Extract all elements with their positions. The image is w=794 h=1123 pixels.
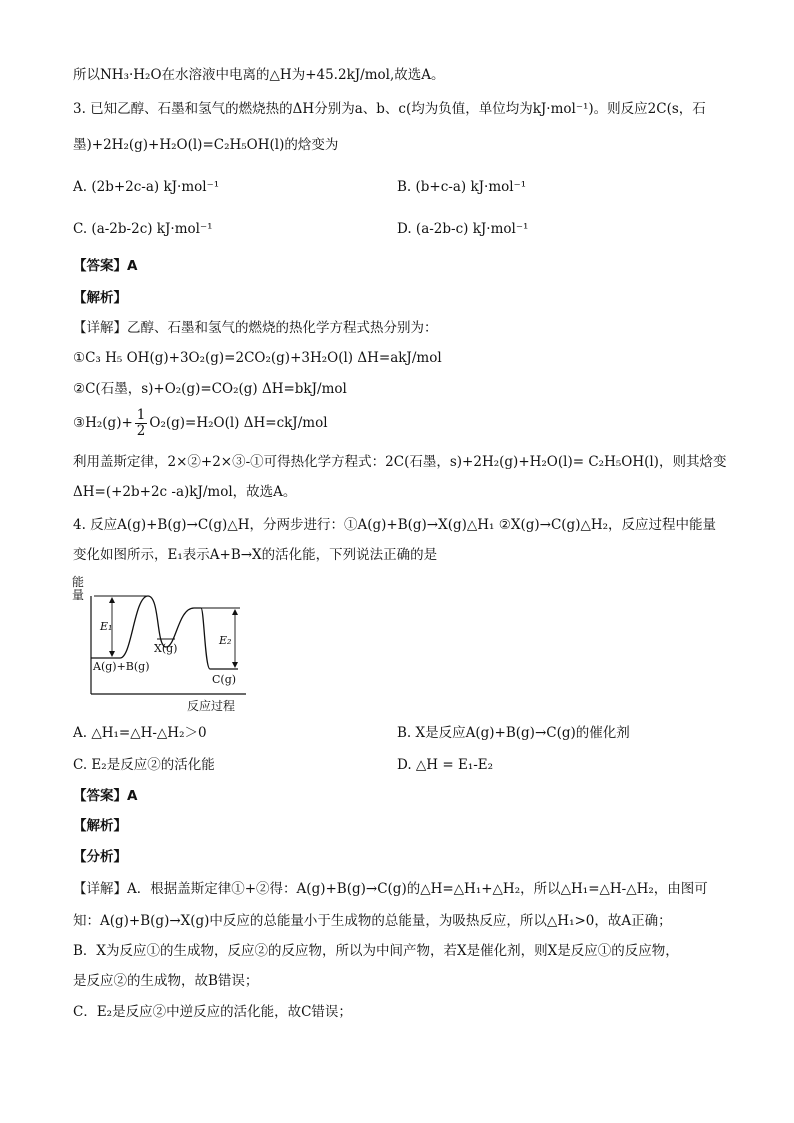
y-axis-label-2: 量 — [72, 588, 85, 602]
option-b: B. X是反应A(g)+B(g)→C(g)的催化剂 — [397, 725, 630, 741]
energy-curve — [91, 596, 238, 669]
question-3-stem: 3. 已知乙醇、石墨和氢气的燃烧热的ΔH分别为a、b、c(均为负值，单位均为kJ·mol⁻¹)。则反应2C(s，石 — [73, 101, 706, 117]
detail-line: 知：A(g)+B(g)→X(g)中反应的总能量小于生成物的总能量，为吸热反应，所以△H₁>0，故A正确； — [73, 913, 672, 929]
analysis-label: 【解析】 — [73, 290, 127, 306]
e1-label: E₁ — [100, 620, 113, 633]
analysis-label: 【解析】 — [73, 818, 127, 834]
question-4-stem: 4. 反应A(g)+B(g)→C(g)△H，分两步进行：①A(g)+B(g)→X(g)△H₁ ②X(g)→C(g)△H₂，反应过程中能量 — [73, 517, 717, 533]
option-a: A. (2b+2c-a) kJ·mol⁻¹ — [73, 179, 220, 195]
option-c: C. E₂是反应②的活化能 — [73, 757, 215, 773]
detail-line: 是反应②的生成物，故B错误； — [73, 973, 259, 989]
equation-3 — [73, 407, 328, 439]
breakdown-label: 【分析】 — [73, 849, 127, 865]
fraction-half — [135, 408, 148, 439]
text-line: 所以NH₃·H₂O在水溶液中电离的△H为+45.2kJ/mol,故选A。 — [73, 67, 445, 83]
equation-1: ①C₃ H₅ OH(g)+3O₂(g)=2CO₂(g)+3H₂O(l) ΔH=akJ/mol — [73, 350, 442, 366]
option-d: D. △H = E₁-E₂ — [397, 757, 494, 773]
question-4-stem-cont: 变化如图所示，E₁表示A+B→X的活化能，下列说法正确的是 — [73, 547, 438, 563]
product-label: C(g) — [212, 673, 237, 686]
hess-result-line: ΔH=(+2b+2c -a)kJ/mol，故选A。 — [73, 484, 297, 500]
option-b: B. (b+c-a) kJ·mol⁻¹ — [397, 179, 527, 195]
e2-label: E₂ — [219, 634, 232, 647]
fraction-numerator: 1 — [136, 407, 146, 423]
e2-arrow-up — [232, 609, 238, 615]
equation-2: ②C(石墨，s)+O₂(g)=CO₂(g) ΔH=bkJ/mol — [73, 381, 347, 397]
equation-3-right: O₂(g)=H₂O(l) ΔH=ckJ/mol — [149, 415, 328, 431]
detail-line: C．E₂是反应②中逆反应的活化能，故C错误； — [73, 1004, 352, 1020]
fraction-denominator: 2 — [136, 423, 146, 439]
detail-line: B．X为反应①的生成物，反应②的反应物，所以为中间产物，若X是催化剂，则X是反应①的反应物， — [73, 943, 679, 959]
option-c: C. (a-2b-2c) kJ·mol⁻¹ — [73, 221, 213, 237]
x-axis-label: 反应过程 — [187, 699, 236, 713]
detail-line: 【详解】乙醇、石墨和氢气的燃烧的热化学方程式热分别为： — [73, 320, 438, 336]
reactants-label: A(g)+B(g) — [93, 660, 150, 673]
e1-arrow-up — [109, 597, 115, 603]
energy-profile-diagram — [70, 574, 260, 716]
y-axis-label-1: 能 — [72, 575, 85, 589]
option-a: A. △H₁=△H-△H₂＞0 — [73, 725, 207, 741]
e2-arrow-down — [232, 662, 238, 668]
answer-label: 【答案】A — [73, 788, 138, 804]
equation-3-left: ③H₂(g)+ — [73, 415, 133, 431]
detail-line: 【详解】A．根据盖斯定律①+②得：A(g)+B(g)→C(g)的△H=△H₁+△H₂，所以△H₁=△H-△H₂，由图可 — [73, 881, 708, 897]
answer-label: 【答案】A — [73, 258, 138, 274]
option-d: D. (a-2b-c) kJ·mol⁻¹ — [397, 221, 529, 237]
hess-law-line: 利用盖斯定律，2×②+2×③-①可得热化学方程式：2C(石墨，s)+2H₂(g)+H₂O(l)= C₂H₅OH(l)，则其焓变 — [73, 454, 727, 470]
intermediate-label: X(g) — [154, 642, 178, 655]
question-3-stem-cont: 墨)+2H₂(g)+H₂O(l)=C₂H₅OH(l)的焓变为 — [73, 137, 339, 153]
e1-arrow-down — [109, 651, 115, 657]
